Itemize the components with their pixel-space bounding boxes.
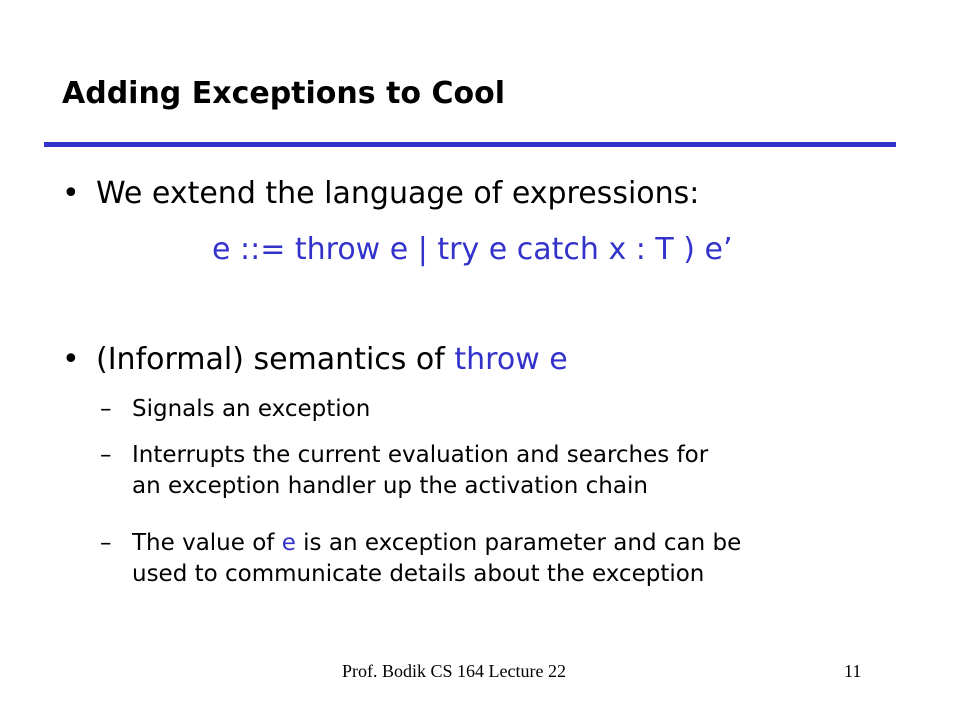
- slide-title: Adding Exceptions to Cool: [62, 76, 505, 111]
- subbullet-3-line-2: used to communicate details about the exception: [132, 561, 705, 587]
- subbullet-3-suffix: is an exception parameter and can be: [295, 530, 742, 556]
- subbullet-3-code: e: [281, 530, 296, 556]
- subbullet-marker: –: [100, 442, 112, 468]
- bullet-2-code: throw e: [454, 342, 568, 377]
- bullet-marker: •: [62, 176, 80, 211]
- subbullet-2-line-1: Interrupts the current evaluation and searches for: [132, 442, 709, 468]
- grammar-formula: e ::= throw e | try e catch x : T ) e’: [212, 232, 733, 267]
- subbullet-marker: –: [100, 530, 112, 556]
- subbullet-2-line-2: an exception handler up the activation chain: [132, 473, 648, 499]
- bullet-2-text-prefix: (Informal) semantics of: [96, 342, 455, 377]
- bullet-marker: •: [62, 342, 80, 377]
- subbullet-marker: –: [100, 396, 112, 422]
- bullet-1-text: We extend the language of expressions:: [96, 176, 700, 211]
- footer-label: Prof. Bodik CS 164 Lecture 22: [342, 661, 566, 681]
- subbullet-1-text: Signals an exception: [132, 396, 371, 422]
- subbullet-3-prefix: The value of: [132, 530, 282, 556]
- bullet-2-text: [96, 342, 568, 378]
- subbullet-3-line-1: [132, 528, 932, 558]
- page-number: 11: [844, 661, 862, 681]
- title-underline: [44, 142, 896, 147]
